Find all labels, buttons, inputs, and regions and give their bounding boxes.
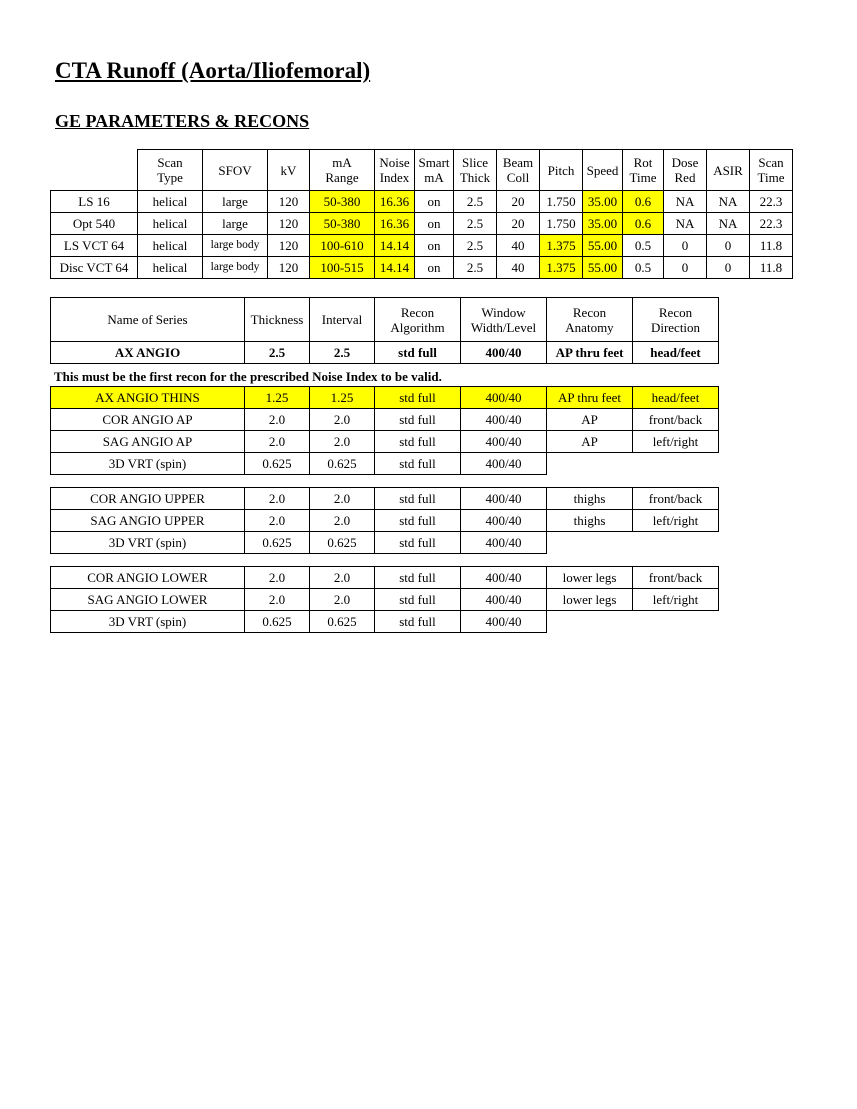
header-line: mA [332, 155, 352, 170]
header-cell [310, 298, 375, 342]
table-cell: 400/40 [461, 510, 547, 532]
header-line: Name of Series [107, 312, 188, 327]
header-corner [51, 150, 138, 191]
table-cell: AP thru feet [547, 387, 633, 409]
table-cell: AP thru feet [547, 342, 633, 364]
empty-cell [633, 532, 719, 554]
header-line: Red [674, 170, 696, 185]
header-line: Dose [671, 155, 699, 170]
table-cell-highlighted: 35.00 [583, 213, 623, 235]
table-cell: 120 [268, 191, 310, 213]
header-cell [461, 298, 547, 342]
header-line: Type [157, 170, 183, 185]
table-cell: 400/40 [461, 611, 547, 633]
header-cell [707, 150, 750, 191]
table-cell: head/feet [633, 387, 719, 409]
table-cell: std full [375, 567, 461, 589]
empty-cell [633, 453, 719, 475]
header-line: Algorithm [390, 319, 445, 335]
series-name-cell: SAG ANGIO LOWER [51, 589, 245, 611]
table-cell: NA [707, 191, 750, 213]
table-cell: 22.3 [750, 213, 793, 235]
table-cell-highlighted: 1.375 [540, 235, 583, 257]
series-name-cell: SAG ANGIO AP [51, 431, 245, 453]
header-cell [138, 150, 203, 191]
table-row [51, 191, 793, 213]
header-cell [540, 150, 583, 191]
table-cell: 2.0 [310, 431, 375, 453]
series-name-cell: COR ANGIO LOWER [51, 567, 245, 589]
table-row [51, 589, 719, 611]
table-cell: NA [707, 213, 750, 235]
header-cell [203, 150, 268, 191]
table-cell: 0.5 [623, 257, 664, 279]
table-cell: std full [375, 611, 461, 633]
table-cell: 2.5 [310, 342, 375, 364]
header-cell [750, 150, 793, 191]
empty-cell [633, 611, 719, 633]
table-cell: std full [375, 589, 461, 611]
table-cell-highlighted: 100-610 [310, 235, 375, 257]
table-cell: 2.0 [310, 510, 375, 532]
header-cell [664, 150, 707, 191]
table-cell: helical [138, 191, 203, 213]
header-line: Scan [758, 155, 784, 170]
table-cell: 20 [497, 191, 540, 213]
table-cell: 400/40 [461, 387, 547, 409]
header-line: Smart [418, 155, 450, 170]
header-cell [547, 298, 633, 342]
table-cell: 2.0 [310, 488, 375, 510]
table-cell-highlighted: 50-380 [310, 213, 375, 235]
header-line: kV [280, 162, 297, 178]
table-cell: 0.625 [245, 453, 310, 475]
table-cell: 2.0 [310, 409, 375, 431]
header-line: Time [757, 170, 785, 185]
table-cell-highlighted: 14.14 [375, 257, 415, 279]
header-cell [375, 150, 415, 191]
table-cell: 2.0 [245, 589, 310, 611]
table-cell: 2.5 [245, 342, 310, 364]
table-cell: front/back [633, 567, 719, 589]
header-cell [623, 150, 664, 191]
table-cell-highlighted: 16.36 [375, 191, 415, 213]
table-cell: on [415, 191, 454, 213]
table-row [51, 532, 719, 554]
header-cell [454, 150, 497, 191]
table-cell: std full [375, 453, 461, 475]
table-cell-highlighted: 14.14 [375, 235, 415, 257]
table-cell-highlighted: 55.00 [583, 235, 623, 257]
table-cell-highlighted: 1.375 [540, 257, 583, 279]
table-row [51, 510, 719, 532]
table-cell-highlighted: 100-515 [310, 257, 375, 279]
table-cell: 120 [268, 257, 310, 279]
header-line: Scan [157, 155, 183, 170]
series-name-cell: COR ANGIO UPPER [51, 488, 245, 510]
recon-table [50, 297, 719, 633]
header-line: Rot [633, 155, 653, 170]
header-cell [497, 150, 540, 191]
table-cell: left/right [633, 589, 719, 611]
table-cell: 0.625 [245, 611, 310, 633]
section-title: GE PARAMETERS & RECONS [55, 111, 310, 131]
header-line: Time [629, 170, 657, 185]
table-cell: 120 [268, 235, 310, 257]
header-cell [375, 298, 461, 342]
header-cell [268, 150, 310, 191]
table-cell: AP [547, 431, 633, 453]
header-line: Width/Level [470, 319, 537, 335]
table-cell: 120 [268, 213, 310, 235]
table-cell: std full [375, 409, 461, 431]
table-cell: front/back [633, 488, 719, 510]
table-cell: 400/40 [461, 342, 547, 364]
table-cell: std full [375, 510, 461, 532]
table-cell: on [415, 257, 454, 279]
table-cell: std full [375, 532, 461, 554]
table-cell: 400/40 [461, 567, 547, 589]
page-title: CTA Runoff (Aorta/Iliofemoral) [55, 58, 371, 83]
header-line: ASIR [713, 162, 743, 178]
table-cell-highlighted: 35.00 [583, 191, 623, 213]
table-row [51, 488, 719, 510]
table-header-row [51, 150, 793, 191]
table-cell: 2.0 [245, 488, 310, 510]
table-cell: 0.5 [623, 235, 664, 257]
table-cell: 0.625 [310, 532, 375, 554]
header-line: Recon [658, 304, 693, 320]
header-line: Range [325, 170, 359, 185]
table-cell: 1.750 [540, 191, 583, 213]
table-cell-highlighted: 0.6 [623, 213, 664, 235]
table-row [51, 611, 719, 633]
table-cell: 2.5 [454, 257, 497, 279]
scanner-cell: LS VCT 64 [51, 235, 138, 257]
header-line: SFOV [218, 162, 252, 178]
header-line: Direction [650, 319, 701, 335]
table-cell-highlighted: 16.36 [375, 213, 415, 235]
header-cell [583, 150, 623, 191]
table-header-row [51, 298, 719, 342]
table-cell: 0.625 [310, 611, 375, 633]
table-cell: helical [138, 235, 203, 257]
header-line: Thickness [250, 312, 304, 327]
table-cell: std full [375, 431, 461, 453]
table-cell: 2.0 [310, 567, 375, 589]
table-cell: NA [664, 213, 707, 235]
series-name-cell: SAG ANGIO UPPER [51, 510, 245, 532]
series-name-cell: 3D VRT (spin) [51, 611, 245, 633]
header-line: Speed [586, 162, 619, 178]
table-cell: 1.25 [310, 387, 375, 409]
header-line: Anatomy [565, 319, 614, 335]
series-name-cell: 3D VRT (spin) [51, 532, 245, 554]
table-cell: 2.0 [245, 510, 310, 532]
header-line: Recon [400, 304, 435, 320]
table-cell: large [203, 213, 268, 235]
noise-index-note: This must be the first recon for the prescribed Noise Index to be valid. [54, 369, 442, 384]
table-cell: 40 [497, 257, 540, 279]
header-line: Thick [459, 170, 491, 185]
table-cell: large body [203, 257, 268, 279]
table-cell: helical [138, 213, 203, 235]
table-row [51, 453, 719, 475]
header-line: Interval [321, 312, 363, 327]
table-cell: 0 [664, 257, 707, 279]
table-row-highlighted [51, 387, 719, 409]
table-cell: 1.750 [540, 213, 583, 235]
table-cell: 0 [707, 235, 750, 257]
table-cell: 11.8 [750, 235, 793, 257]
table-cell: 1.25 [245, 387, 310, 409]
table-cell: thighs [547, 510, 633, 532]
header-cell [310, 150, 375, 191]
table-row [51, 567, 719, 589]
table-cell: 400/40 [461, 488, 547, 510]
table-cell: large [203, 191, 268, 213]
table-cell: lower legs [547, 567, 633, 589]
table-cell: thighs [547, 488, 633, 510]
empty-cell [547, 453, 633, 475]
table-row [51, 213, 793, 235]
series-name-cell: AX ANGIO [51, 342, 245, 364]
table-row [51, 431, 719, 453]
table-cell: 2.0 [245, 567, 310, 589]
table-cell: head/feet [633, 342, 719, 364]
header-line: Slice [462, 155, 488, 170]
header-line: mA [424, 170, 444, 185]
header-cell [633, 298, 719, 342]
header-line: Noise [379, 155, 410, 170]
series-name-cell: 3D VRT (spin) [51, 453, 245, 475]
header-line: Recon [572, 304, 607, 320]
scanner-cell: LS 16 [51, 191, 138, 213]
table-cell: 2.5 [454, 191, 497, 213]
table-cell-highlighted: 50-380 [310, 191, 375, 213]
empty-cell [547, 611, 633, 633]
table-cell: large body [203, 235, 268, 257]
table-cell: std full [375, 342, 461, 364]
table-cell: 400/40 [461, 409, 547, 431]
table-row [51, 235, 793, 257]
header-cell [245, 298, 310, 342]
table-cell-highlighted: 55.00 [583, 257, 623, 279]
table-cell: 400/40 [461, 431, 547, 453]
table-cell: 0 [707, 257, 750, 279]
series-name-cell: AX ANGIO THINS [51, 387, 245, 409]
scan-parameters-table [50, 149, 793, 279]
table-cell: 20 [497, 213, 540, 235]
table-cell: helical [138, 257, 203, 279]
header-line: Index [379, 170, 410, 185]
table-cell: 22.3 [750, 191, 793, 213]
table-cell: on [415, 213, 454, 235]
table-row [51, 257, 793, 279]
table-cell: 400/40 [461, 453, 547, 475]
table-cell: 2.0 [310, 589, 375, 611]
table-cell: NA [664, 191, 707, 213]
header-line: Coll [506, 170, 530, 185]
table-cell: left/right [633, 510, 719, 532]
table-cell: 2.0 [245, 431, 310, 453]
table-cell: on [415, 235, 454, 257]
table-cell: 0 [664, 235, 707, 257]
table-cell: 2.5 [454, 235, 497, 257]
empty-cell [547, 532, 633, 554]
table-cell-highlighted: 0.6 [623, 191, 664, 213]
table-cell: 400/40 [461, 532, 547, 554]
table-cell: front/back [633, 409, 719, 431]
table-cell: std full [375, 488, 461, 510]
header-line: Beam [502, 155, 534, 170]
spacer-row [51, 475, 719, 488]
scanner-cell: Opt 540 [51, 213, 138, 235]
header-line: Pitch [547, 162, 575, 178]
series-name-cell: COR ANGIO AP [51, 409, 245, 431]
table-cell: 400/40 [461, 589, 547, 611]
table-row [51, 409, 719, 431]
table-cell: 2.0 [245, 409, 310, 431]
table-cell: left/right [633, 431, 719, 453]
header-line: Window [481, 304, 526, 320]
table-cell: 2.5 [454, 213, 497, 235]
header-cell [415, 150, 454, 191]
table-cell: 11.8 [750, 257, 793, 279]
table-cell: 40 [497, 235, 540, 257]
table-cell: 0.625 [245, 532, 310, 554]
table-cell: 0.625 [310, 453, 375, 475]
spacer-row [51, 554, 719, 567]
table-cell: std full [375, 387, 461, 409]
table-cell: AP [547, 409, 633, 431]
header-cell [51, 298, 245, 342]
scanner-cell: Disc VCT 64 [51, 257, 138, 279]
table-cell: lower legs [547, 589, 633, 611]
table-row-primary [51, 342, 719, 364]
